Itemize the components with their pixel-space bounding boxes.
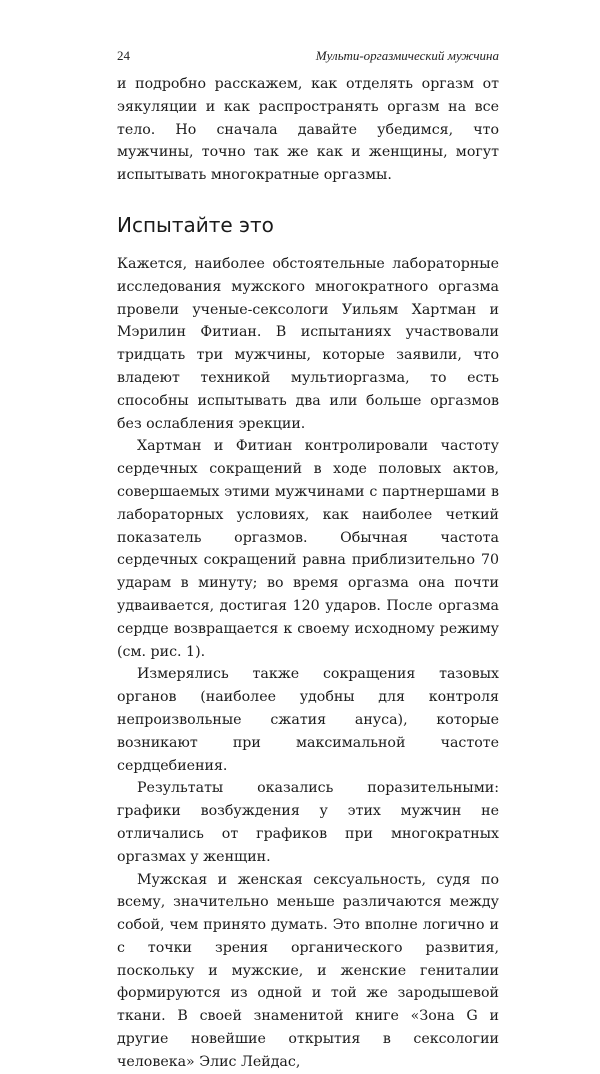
body-paragraph: Хартман и Фитиан контролировали частоту сердечных сокращений в ходе половых актов, совершаемых этими мужчинами с партнершами в лабораторных условиях, как наиболее четкий показатель оргазмов. Обычная частота сердечных сокращений равна приблизительно 70 ударам в минуту; во время оргазма она почти удваивается, достигая 120 ударов. После оргазма сердце возвращается к своему исходному режиму (см. рис. 1). [117, 438, 499, 660]
running-title: Мульти-оргазмический мужчина [315, 48, 499, 63]
page-content [117, 73, 499, 1074]
intro-paragraph: и подробно расскажем, как отделять оргазм от эякуляции и как распространять оргазм на все тело. Но сначала давайте убедимся, что мужчины, точно так же как и женщины, могут испытывать многократные оргазмы. [117, 76, 499, 184]
body-paragraph: Мужская и женская сексуальность, судя по всему, значительно меньше различаются между собой, чем принято думать. Это вполне логично и с точки зрения органического развития, поскольку и мужские, и женские гениталии формируются из одной и той же зародышевой ткани. В своей знаменитой книге «Зона G и другие новейшие открытия в сексологии человека» Элис Лейдас, [117, 871, 499, 1070]
page-number: 24 [117, 48, 130, 63]
section-heading: Испытайте это [117, 212, 274, 237]
body-paragraph: Измерялись также сокращения тазовых органов (наиболее удобны для контроля непроизвольные сжатия ануса), которые возникают при максимальной частоте сердцебиения. [117, 666, 499, 774]
running-head [117, 48, 499, 64]
body-paragraph: Результаты оказались поразительными: графики возбуждения у этих мужчин не отличались от графиков при многократных оргазмах у женщин. [117, 780, 499, 865]
body-paragraph: Кажется, наиболее обстоятельные лабораторные исследования мужского многократного оргазма провели ученые-сексологи Уильям Хартман и Мэрилин Фитиан. В испытаниях участвовали тридцать три мужчины, которые заявили, что владеют техникой мультиоргазма, то есть способны испытывать два или больше оргазмов без ослабления эрекции. [117, 255, 499, 432]
